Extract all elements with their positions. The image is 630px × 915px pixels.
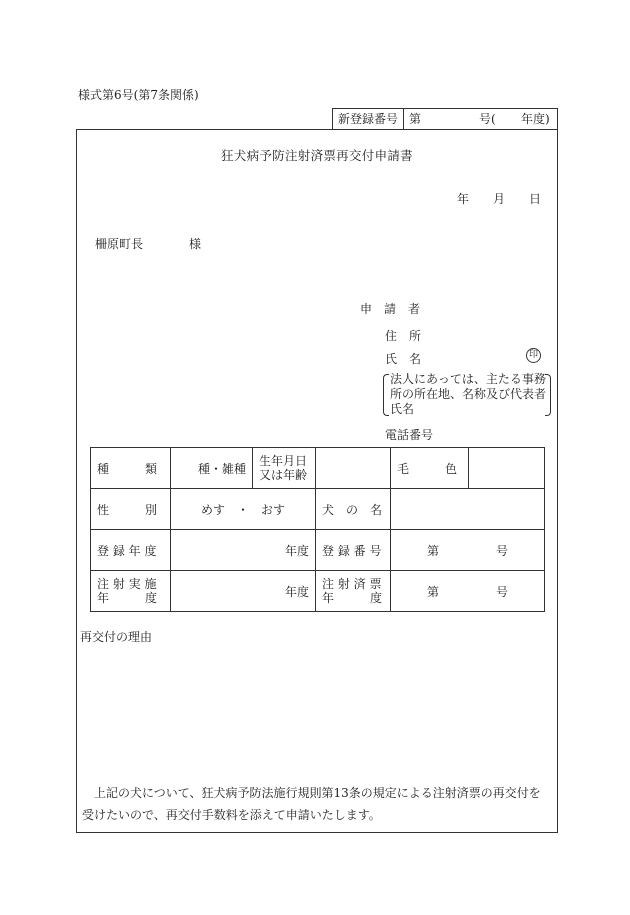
reg-year-value-cell[interactable]: 年度 bbox=[171, 530, 316, 571]
registration-nendo: 年度) bbox=[521, 112, 550, 126]
name-label: 氏 名 bbox=[385, 352, 422, 366]
sex-label-cell: 性 別 bbox=[91, 489, 171, 530]
table-row bbox=[91, 448, 545, 489]
reg-no-value-cell[interactable]: 第 号 bbox=[391, 530, 545, 571]
registration-go: 号( bbox=[479, 112, 496, 126]
application-statement: 上記の犬について、狂犬病予防法施行規則第13条の規定による注射済票の再交付を受けたいので、再交付手数料を添えて申請いたします。 bbox=[82, 786, 541, 822]
date-month: 月 bbox=[493, 192, 506, 206]
reissue-reason-label: 再交付の理由 bbox=[80, 630, 153, 644]
registration-number-field[interactable] bbox=[405, 109, 555, 130]
dog-info-table bbox=[90, 447, 545, 612]
date-day: 日 bbox=[529, 192, 542, 206]
table-row bbox=[91, 530, 545, 571]
left-bracket bbox=[383, 374, 389, 416]
applicant-heading: 申 請 者 bbox=[360, 302, 421, 316]
inj-tag-value-cell[interactable]: 第 号 bbox=[391, 571, 545, 612]
form-number-label: 様式第6号(第7条関係) bbox=[78, 88, 199, 102]
phone-label: 電話番号 bbox=[385, 428, 434, 442]
inj-year-value-cell[interactable]: 年度 bbox=[171, 571, 316, 612]
coat-value-cell[interactable] bbox=[469, 448, 545, 489]
breed-value-cell[interactable]: 種・雑種 bbox=[171, 448, 253, 489]
coat-label-cell: 毛 色 bbox=[391, 448, 469, 489]
form-title: 狂犬病予防注射済票再交付申請書 bbox=[220, 148, 413, 163]
corporate-note bbox=[383, 372, 551, 416]
reg-year-label-cell: 登 録 年 度 bbox=[91, 530, 171, 571]
seal-mark-icon: 印 bbox=[526, 348, 541, 363]
addressee-name: 柵原町長 bbox=[95, 237, 144, 251]
table-row bbox=[91, 571, 545, 612]
dog-name-label-cell: 犬 の 名 bbox=[316, 489, 391, 530]
registration-number-box bbox=[332, 108, 558, 130]
dog-name-value-cell[interactable] bbox=[391, 489, 545, 530]
breed-label-cell: 種 類 bbox=[91, 448, 171, 489]
corporate-note-text: 法人にあっては、主たる事務所の所在地、名称及び代表者氏名 bbox=[390, 372, 547, 416]
address-label: 住 所 bbox=[385, 329, 422, 343]
registration-number-label: 新登録番号 bbox=[333, 109, 404, 130]
inj-year-label-cell: 注 射 実 施 年 度 bbox=[91, 571, 171, 612]
birth-label-cell: 生年月日 又は年齢 bbox=[253, 448, 316, 489]
right-bracket bbox=[545, 374, 551, 416]
registration-dai: 第 bbox=[409, 112, 422, 126]
inj-tag-label-cell: 注 射 済 票 年 度 bbox=[316, 571, 391, 612]
addressee-honorific: 様 bbox=[189, 237, 202, 251]
reg-no-label-cell: 登 録 番 号 bbox=[316, 530, 391, 571]
birth-value-cell[interactable] bbox=[316, 448, 391, 489]
table-row bbox=[91, 489, 545, 530]
sex-value-cell[interactable]: めす ・ おす bbox=[171, 489, 316, 530]
date-year: 年 bbox=[457, 192, 470, 206]
